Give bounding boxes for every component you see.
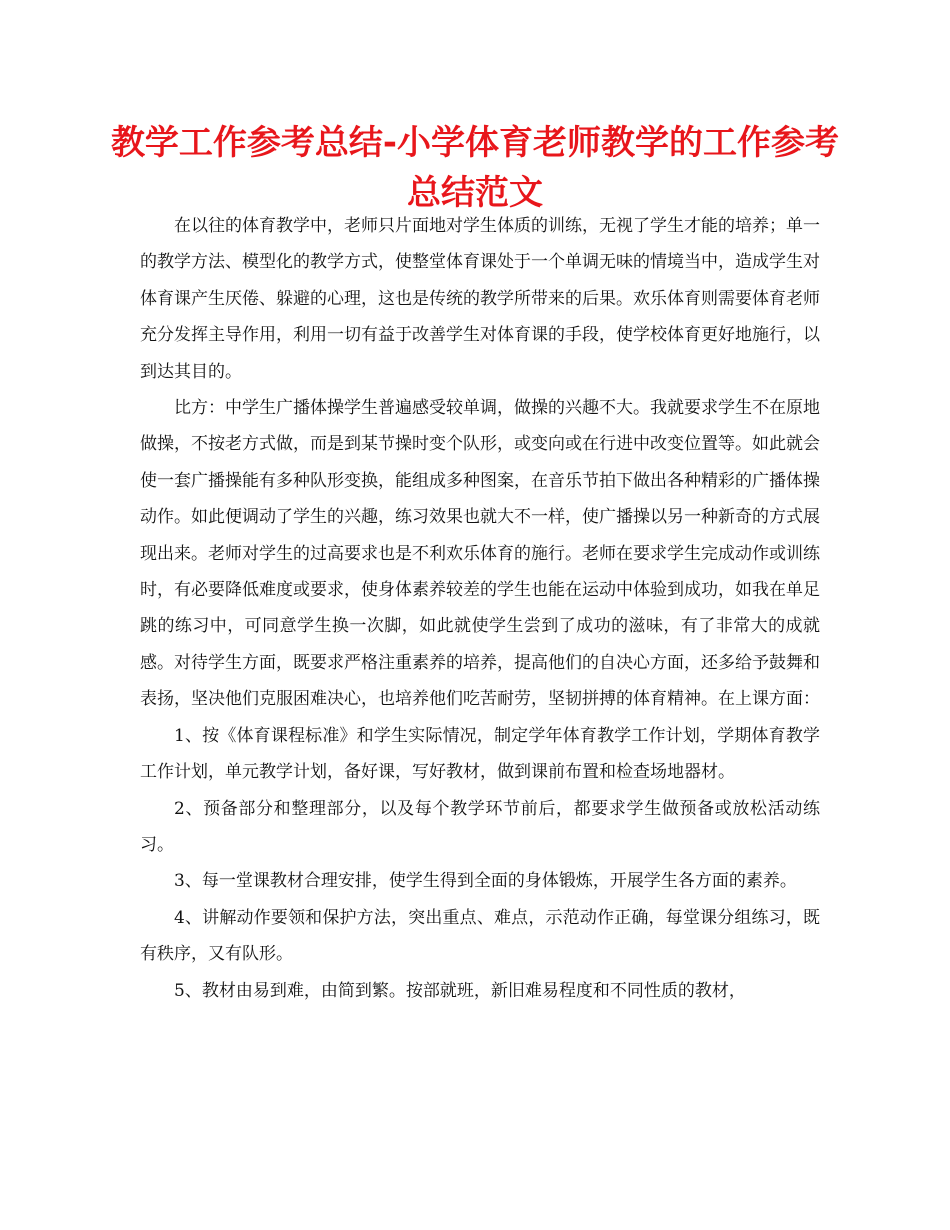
document-body	[140, 208, 820, 1009]
paragraph-item-4: 4、讲解动作要领和保护方法，突出重点、难点，示范动作正确，每堂课分组练习，既有秩序，又有队形。	[140, 907, 820, 965]
paragraph-item-5: 5、教材由易到难，由简到繁。按部就班，新旧难易程度和不同性质的教材，	[174, 980, 746, 1001]
paragraph-item-1: 1、按《体育课程标准》和学生实际情况，制定学年体育教学工作计划，学期体育教学工作计划，单元教学计划，备好课，写好教材，做到课前布置和检查场地器材。	[140, 725, 820, 783]
paragraph-intro: 在以往的体育教学中，老师只片面地对学生体质的训练，无视了学生才能的培养；单一的教学方法、模型化的教学方式，使整堂体育课处于一个单调无味的情境当中，造成学生对体育课产生厌倦、躲避的心理，这也是传统的教学所带来的后果。欢乐体育则需要体育老师充分发挥主导作用，利用一切有益于改善学生对体育课的手段，使学校体育更好地施行，以到达其目的。	[140, 216, 820, 382]
document-title	[110, 118, 840, 218]
title-line-2: 总结范文	[407, 173, 543, 213]
title-line-1: 教学工作参考总结-小学体育老师教学的工作参考	[110, 123, 840, 163]
paragraph-example: 比方：中学生广播体操学生普遍感受较单调，做操的兴趣不大。我就要求学生不在原地做操，不按老方式做，而是到某节操时变个队形，或变向或在行进中改变位置等。如此就会使一套广播操能有多种队形变换，能组成多种图案，在音乐节拍下做出各种精彩的广播体操动作。如此便调动了学生的兴趣，练习效果也就大不一样，使广播操以另一种新奇的方式展现出来。老师对学生的过高要求也是不利欢乐体育的施行。老师在要求学生完成动作或训练时，有必要降低难度或要求，使身体素养较差的学生也能在运动中体验到成功，如我在单足跳的练习中，可同意学生换一次脚，如此就使学生尝到了成功的滋味，有了非常大的成就感。对待学生方面，既要求严格注重素养的培养，提高他们的自决心方面，还多给予鼓舞和表扬，坚决他们克服困难决心，也培养他们吃苦耐劳，坚韧拼搏的体育精神。在上课方面：	[140, 398, 820, 710]
paragraph-item-3: 3、每一堂课教材合理安排，使学生得到全面的身体锻炼，开展学生各方面的素养。	[174, 871, 797, 892]
paragraph-item-2: 2、预备部分和整理部分，以及每个教学环节前后，都要求学生做预备或放松活动练习。	[140, 798, 820, 855]
